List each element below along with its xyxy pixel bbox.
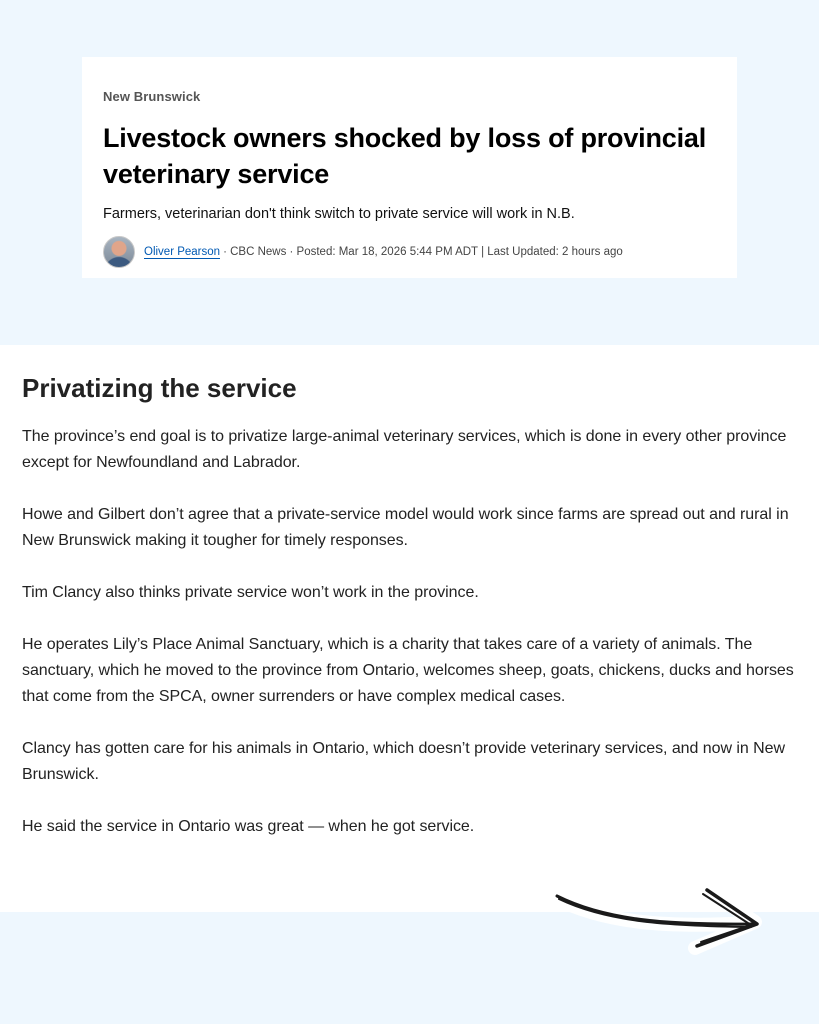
paragraph: Tim Clancy also thinks private service won’t work in the province. <box>22 584 479 601</box>
byline <box>103 236 716 268</box>
paragraph: Clancy has gotten care for his animals in Ontario, which doesn’t provide veterinary services, and now in New Brunswick. <box>22 740 785 783</box>
subheadline: Farmers, veterinarian don't think switch to private service will work in N.B. <box>103 206 575 222</box>
paragraph: He said the service in Ontario was great — when he got service. <box>22 818 475 835</box>
author-avatar <box>103 236 135 268</box>
article-header-card <box>82 57 737 278</box>
author-link[interactable]: Oliver Pearson <box>144 245 221 258</box>
paragraph: The province’s end goal is to privatize large-animal veterinary services, which is done in every other province except for Newfoundland and Labrador. <box>22 428 787 471</box>
paragraph: Howe and Gilbert don’t agree that a private-service model would work since farms are spread out and rural in New Brunswick making it tougher for timely responses. <box>22 506 789 549</box>
article-body <box>0 345 819 912</box>
byline-meta: · CBC News · Posted: Mar 18, 2026 5:44 PM ADT | Last Updated: 2 hours ago <box>223 246 623 258</box>
headline: Livestock owners shocked by loss of provincial veterinary service <box>103 123 706 189</box>
section-heading: Privatizing the service <box>22 373 297 403</box>
swipe-arrow-icon[interactable] <box>545 878 775 958</box>
section-label[interactable]: New Brunswick <box>103 89 201 104</box>
paragraph: He operates Lily’s Place Animal Sanctuary, which is a charity that takes care of a variety of animals. The sanctuary, which he moved to the province from Ontario, welcomes sheep, goats, chickens, ducks and horses that come from the SPCA, owner surrenders or have complex medical cases. <box>22 636 794 705</box>
